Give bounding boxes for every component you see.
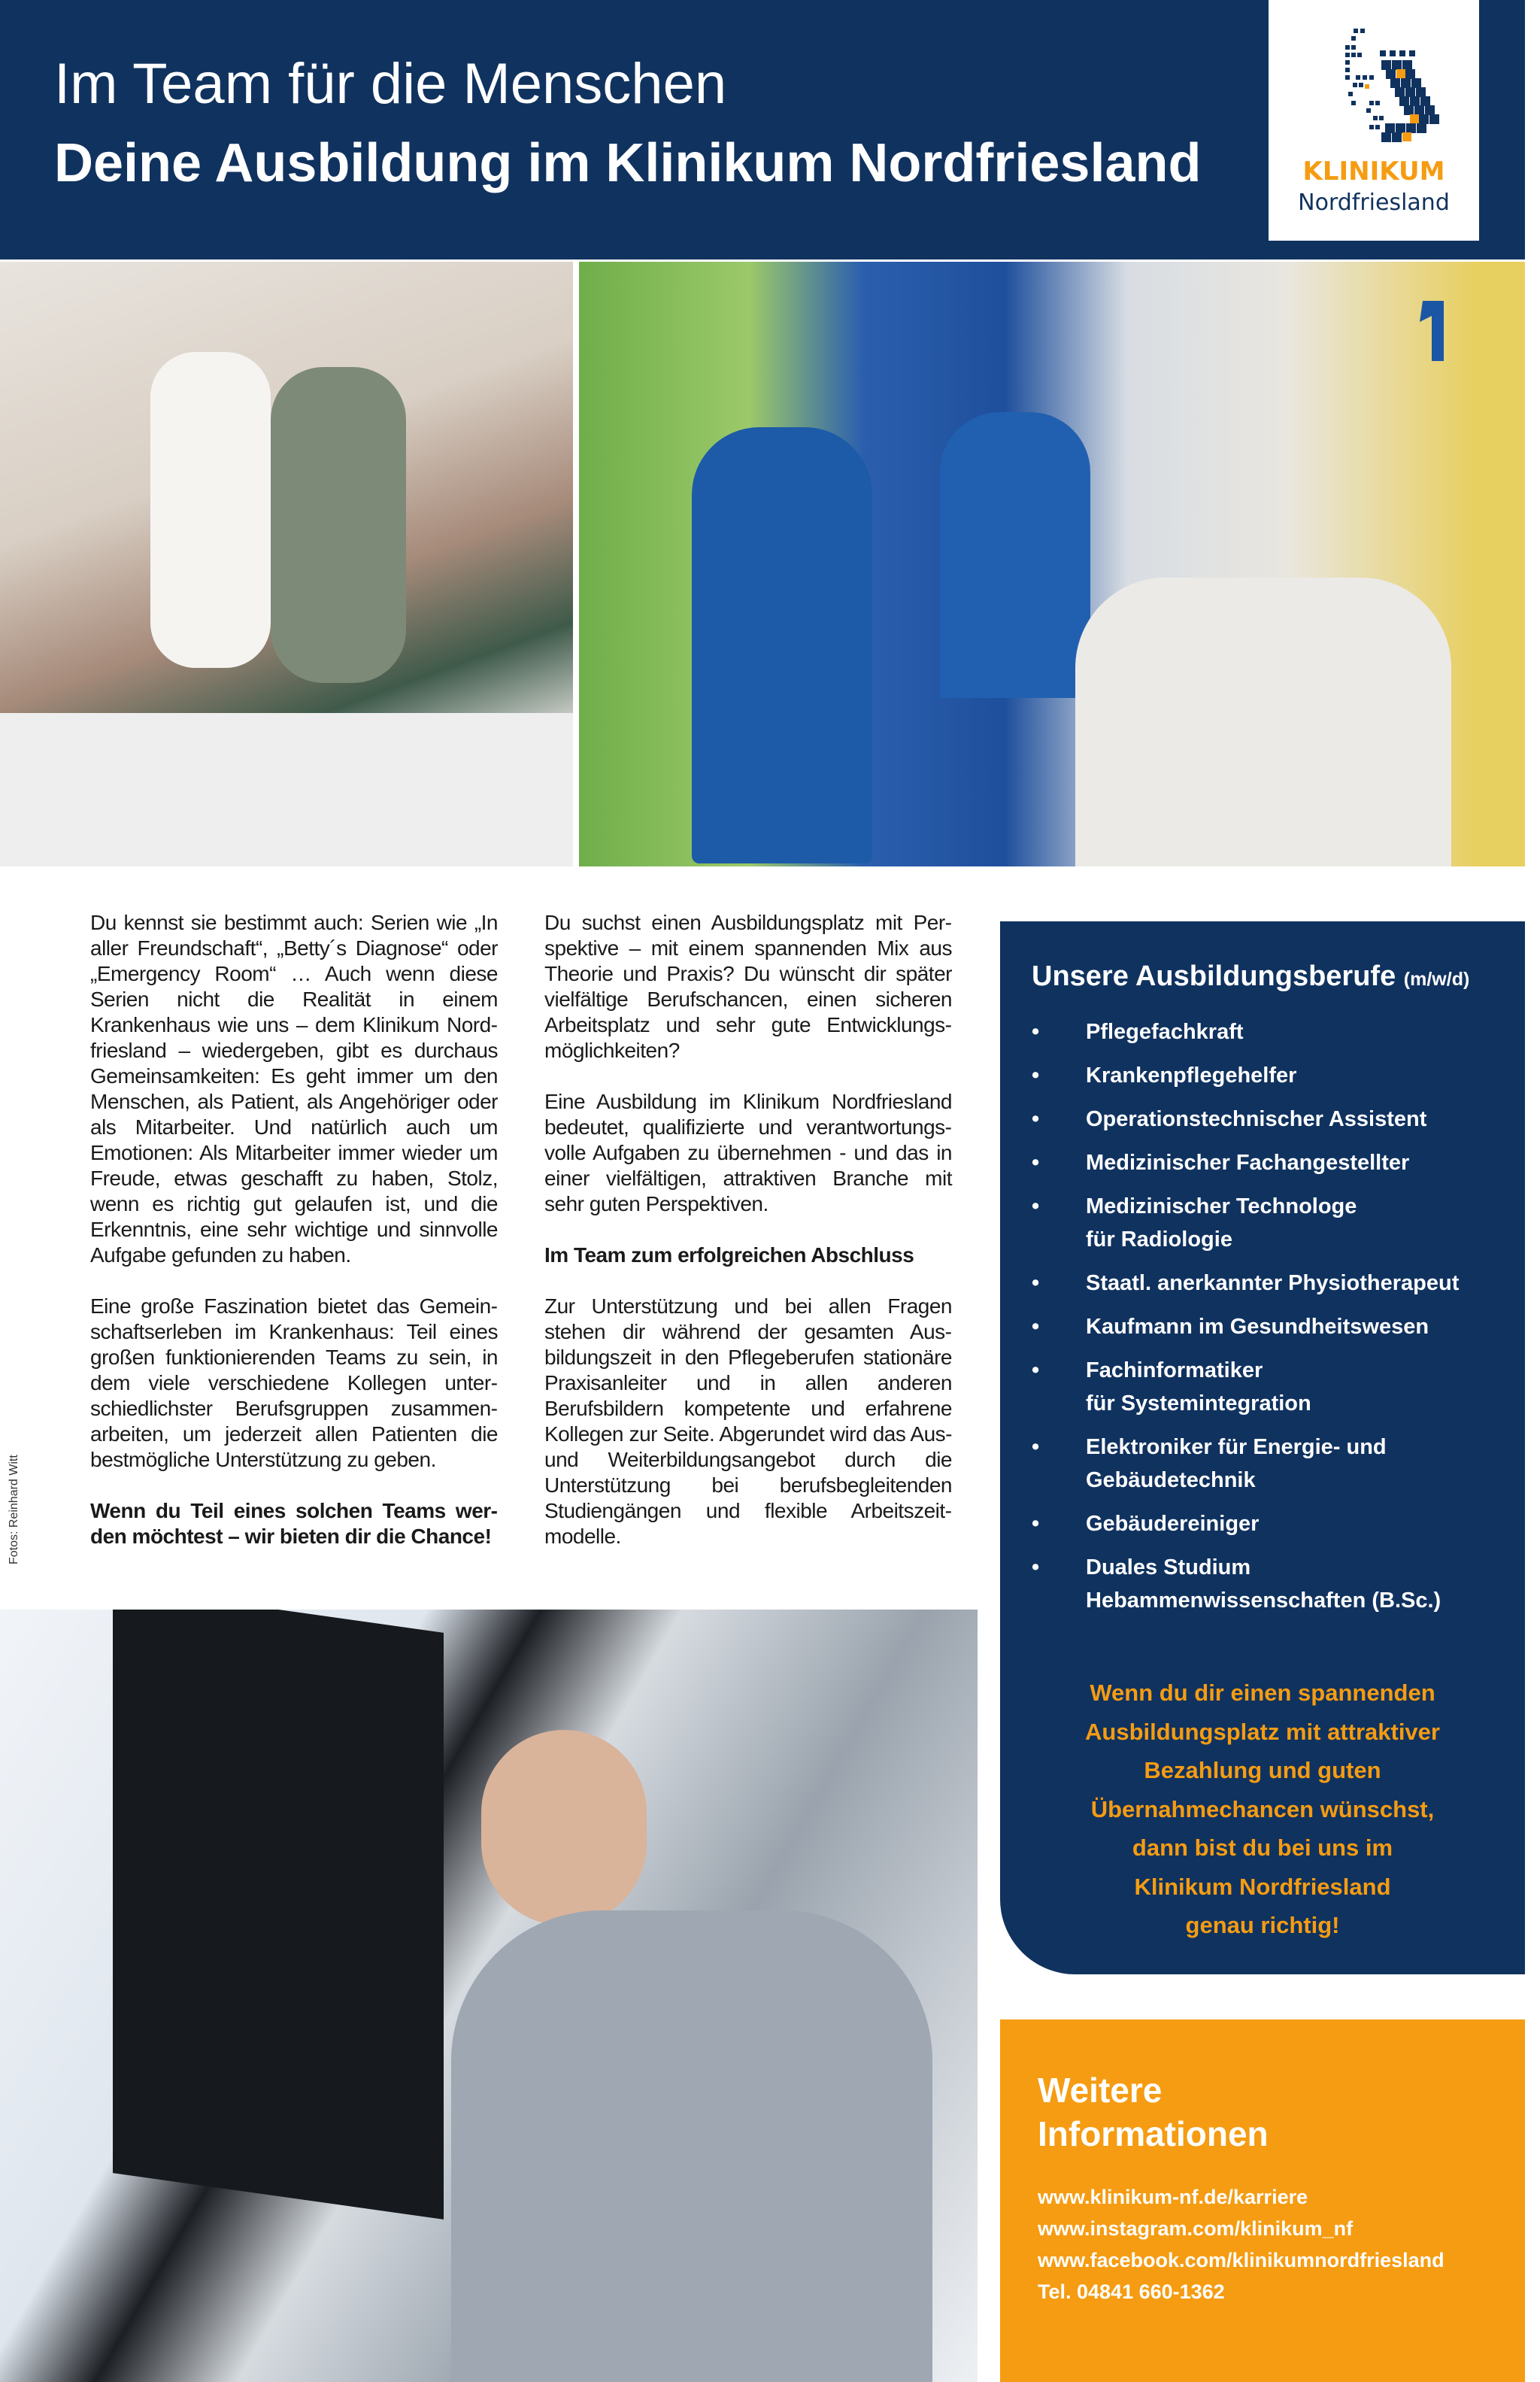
- photo-physiotherapy: [0, 262, 573, 866]
- career-item: [1032, 1146, 1520, 1179]
- photo-figure-hoodie: [451, 1910, 932, 2382]
- career-item-label: Staatl. anerkannter Physiotherapeut: [1086, 1271, 1460, 1295]
- careers-call-to-action: [1000, 1673, 1525, 1945]
- career-item-label: Operationstechnischer Assistent: [1086, 1107, 1427, 1131]
- article-paragraph: Zur Unterstützung und bei allen Fragen stehen dir während der gesamten Ausbildungszeit in den Pflegeberufen stationäre Praxisanleiter und in allen anderen Berufsbildern kompetente und erfahrene Kollegen zur Seite. Abgerundet wird das Aus- und Weiterbildungsangebot durch die Unterstützung bei berufsbegleitenden Studiengängen und flexible Arbeitszeitmodelle.: [544, 1294, 952, 1548]
- link-karriere[interactable]: www.klinikum-nf.de/karriere: [1038, 2186, 1308, 2208]
- logo-text-klinikum: KLINIKUM: [1302, 156, 1445, 187]
- career-item: [1032, 1059, 1520, 1092]
- career-item-label: Duales Studium: [1086, 1555, 1251, 1579]
- bullet-icon: •: [1032, 1315, 1040, 1339]
- link-facebook[interactable]: www.facebook.com/klinikumnordfriesland: [1038, 2249, 1445, 2271]
- bullet-icon: •: [1032, 1435, 1040, 1459]
- photo-nursing: [579, 262, 1525, 866]
- career-item-label: Kaufmann im Gesundheitswesen: [1086, 1315, 1429, 1339]
- career-item-label-line2: Gebäudetechnik: [1086, 1468, 1256, 1492]
- klinikum-logo: [1269, 0, 1479, 241]
- career-item: [1032, 1551, 1520, 1617]
- career-item-label-line2: für Systemintegration: [1086, 1391, 1311, 1416]
- cta-line: Klinikum Nordfriesland: [1134, 1873, 1391, 1900]
- page-title: Deine Ausbildung im Klinikum Nordfriesland: [54, 133, 1202, 193]
- article-callout: Wenn du Teil eines solchen Teams werden möchtest – wir bieten dir die Chance!: [90, 1499, 498, 1548]
- bullet-icon: •: [1032, 1271, 1040, 1295]
- link-instagram[interactable]: www.instagram.com/klinikum_nf: [1038, 2217, 1354, 2240]
- photo-it-trainee: [0, 1610, 978, 2382]
- bullet-icon: •: [1032, 1194, 1040, 1218]
- career-item: [1032, 1354, 1520, 1420]
- career-item: [1032, 1267, 1520, 1300]
- bullet-icon: •: [1032, 1107, 1040, 1131]
- career-item-label: Fachinformatiker: [1086, 1358, 1263, 1382]
- cta-line: genau richtig!: [1185, 1912, 1340, 1938]
- photo-monitor: [113, 1610, 444, 2220]
- career-item: [1032, 1190, 1520, 1256]
- bullet-icon: •: [1032, 1555, 1040, 1579]
- career-item-label: Medizinischer Technologe: [1086, 1194, 1357, 1218]
- career-item-label: Medizinischer Fachangestellter: [1086, 1151, 1410, 1175]
- bullet-icon: •: [1032, 1151, 1040, 1175]
- cta-line: Wenn du dir einen spannenden: [1090, 1680, 1435, 1706]
- bullet-icon: •: [1032, 1512, 1040, 1536]
- careers-title: [1032, 960, 1469, 993]
- info-title-line1: Weitere: [1038, 2071, 1163, 2110]
- bullet-icon: •: [1032, 1358, 1040, 1382]
- career-item: [1032, 1310, 1520, 1343]
- article-subheading: Im Team zum erfolgreichen Abschluss: [544, 1243, 914, 1267]
- article-paragraph: Eine Ausbildung im Klinikum Nordfriesland bedeutet, qualifizierte und verantwortungsvolle Aufgaben zu übernehmen - und das in einer vielfältigen, attraktiven Branche mit sehr guten Perspektiven.: [544, 1090, 952, 1215]
- careers-panel: [1000, 921, 1525, 1974]
- photo-figure-instructor: [271, 367, 406, 683]
- photo-figure-patient: [1075, 578, 1451, 866]
- info-panel: [1000, 2019, 1525, 2382]
- info-title: [1038, 2068, 1269, 2156]
- info-links: [1038, 2181, 1445, 2308]
- photo-figure-trainee: [150, 352, 271, 668]
- career-item: [1032, 1507, 1520, 1540]
- article-column-1: [90, 910, 498, 1575]
- info-title-line2: Informationen: [1038, 2114, 1269, 2153]
- logo-text-nordfriesland: Nordfriesland: [1298, 190, 1450, 216]
- career-item-label: Pflegefachkraft: [1086, 1020, 1244, 1044]
- cta-line: Übernahmechancen wünschst,: [1090, 1795, 1435, 1822]
- careers-gender-suffix: (m/w/d): [1403, 969, 1470, 990]
- article-paragraph: Du kennst sie bestimmt auch: Serien wie „In aller Freundschaft“, „Betty´s Diagnose“ oder „Emergency Room“ … Auch wenn diese Serien nicht die Realität in einem Krankenhaus wie uns – dem Klinikum Nordfriesland – wiedergeben, gibt es durchaus Gemeinsamkeiten: Es geht immer um den Menschen, als Patient, als Angehöriger oder als Mitarbeiter. Und natürlich auch um Emotionen: Als Mitarbeiter immer wieder um Freude, etwas geschafft zu haben, Stolz, wenn es richtig gut gelaufen ist, und die Erkenntnis, eine sehr wichtige und sinnvolle Aufgabe gefunden zu haben.: [90, 911, 498, 1267]
- cta-line: Bezahlung und guten: [1144, 1757, 1381, 1783]
- logo-mark-icon: [1306, 23, 1441, 150]
- career-item-label: Krankenpflegehelfer: [1086, 1064, 1297, 1088]
- page-subtitle: Im Team für die Menschen: [54, 52, 727, 116]
- photo-figure-head: [481, 1730, 647, 1925]
- article-column-2: [544, 910, 952, 1575]
- career-item: [1032, 1015, 1520, 1048]
- photo-figure-trainee: [940, 412, 1090, 698]
- careers-title-text: Unsere Ausbildungsberufe: [1032, 960, 1396, 992]
- career-item-label: Gebäudereiniger: [1086, 1512, 1260, 1536]
- article-paragraph: Du suchst einen Ausbildungsplatz mit Perspektive – mit einem spannenden Mix aus Theorie und Praxis? Du wünscht dir später vielfältige Berufschancen, einen sicheren Arbeitsplatz und sehr gute Entwicklungsmöglichkeiten?: [544, 911, 952, 1062]
- career-item-label-line2: Hebammenwissenschaften (B.Sc.): [1086, 1589, 1441, 1613]
- bullet-icon: •: [1032, 1064, 1040, 1088]
- bullet-icon: •: [1032, 1020, 1040, 1044]
- photo-treatment-bench: [0, 713, 573, 866]
- phone-number[interactable]: Tel. 04841 660-1362: [1038, 2280, 1225, 2303]
- photo-credit: Fotos: Reinhard Witt: [8, 1455, 20, 1564]
- career-item-label-line2: für Radiologie: [1086, 1227, 1232, 1252]
- article-paragraph: Eine große Faszination bietet das Gemeinschaftserleben im Krankenhaus: Teil eines großen funktionierenden Teams zu sein, in dem viele verschiedene Kollegen unterschiedlichster Berufsgruppen zusammenarbeiten, um jederzeit allen Patienten die bestmögliche Unterstützung zu geben.: [90, 1294, 498, 1471]
- career-item: [1032, 1103, 1520, 1136]
- cta-line: Ausbildungsplatz mit attraktiver: [1085, 1718, 1440, 1745]
- career-item: [1032, 1431, 1520, 1497]
- photo-figure-nurse: [692, 427, 872, 863]
- photo-room-number-sign: [1414, 301, 1444, 361]
- career-item-label: Elektroniker für Energie- und: [1086, 1435, 1387, 1459]
- cta-line: dann bist du bei uns im: [1132, 1834, 1393, 1861]
- careers-list: [1032, 1015, 1520, 1628]
